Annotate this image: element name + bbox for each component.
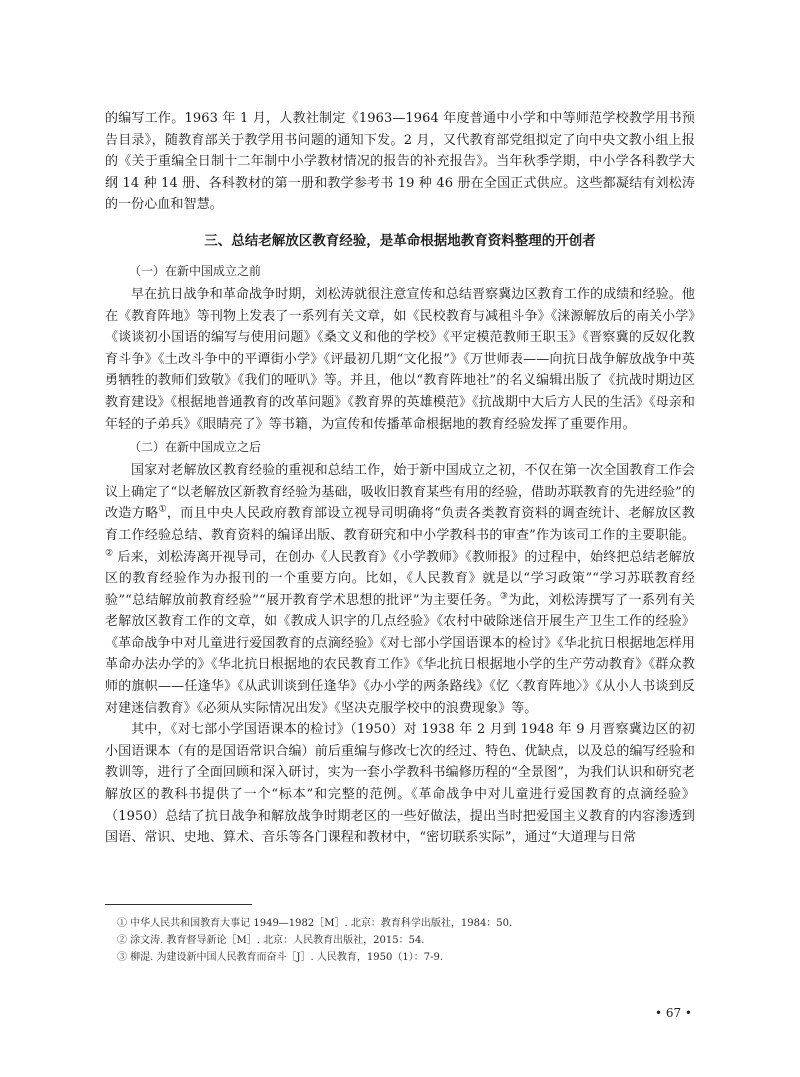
footnotes: [105, 915, 695, 966]
paragraph-textbook-review: 其中，《对七部小学国语课本的检讨》（1950）对 1938 年 2 月到 1948 年 9 月晋察冀边区的初小国语课本（有的是国语常识合编）前后重编与修改七次的经过、特色、优缺点，以及总的编写经验和教训等，进行了全面回顾和深入研讨，实为一套小学教科书编修历程的“全景图”，为我们认识和研究老解放区的教科书提供了一个“标本”和完整的范例。《革命战争中对儿童进行爱国教育的点滴经验》（1950）总结了抗日战争和解放战争时期老区的一些好做法，提出当时把爱国主义教育的内容渗透到国语、常识、史地、算术、音乐等各门课程和教材中，“密切联系实际”，通过“大道理与日常: [105, 722, 695, 846]
paragraph-text: ，而且中央人民政府教育部设立视导司明确将“负责各类教育资料的调查统计、老解放区教育工作经验总结、教育资料的编译出版、教育研究和中小学教科书的审查”作为该司工作的主要职能。: [105, 506, 695, 543]
footnote-2: ② 涂文涛. 教育督导新论［M］. 北京：人民教育出版社，2015：54.: [117, 935, 425, 946]
footnote-marker-2[interactable]: ②: [105, 548, 114, 559]
paragraph-text: 为此，刘松涛撰写了一系列有关老解放区教育工作的文章，如《教成人识字的几点经验》《农村中破除迷信开展生产卫生工作的经验》《革命战争中对儿童进行爱国教育的点滴经验》《对七部小学国语课本的检讨》《华北抗日根据地怎样用革命办法办学的》《华北抗日根据地的农民教育工作》《华北抗日根据地小学的生产劳动教育》《群众教师的旗帜——任逢华》《从武训谈到任逢华》《办小学的两条路线》《忆〈教育阵地〉》《从小人书谈到反对建迷信教育》《必须从实际情况出发》《坚决克服学校中的浪费现象》等。: [105, 592, 695, 716]
page-body: [105, 108, 695, 849]
subheading-before-1949: （一）在新中国成立之前: [129, 263, 262, 278]
footnote-3: ③ 柳湜. 为建设新中国人民教育而奋斗［J］. 人民教育，1950（1）：7-9.: [117, 952, 443, 963]
paragraph-national-effort: [105, 460, 695, 719]
paragraph-wartime-work: 早在抗日战争和革命战争时期，刘松涛就很注意宣传和总结晋察冀边区教育工作的成绩和经验。他在《教育阵地》等刊物上发表了一系列有关文章，如《民校教育与减租斗争》《涞源解放后的南关小学》《谈谈初小国语的编写与使用问题》《桑文义和他的学校》《平定模范教师王职玉》《晋察冀的反奴化教育斗争》《土改斗争中的平谭街小学》《评最初几期“文化报”》《万世师表——向抗日战争解放战争中英勇牺牲的教师们致敬》《我们的哑叭》等。并且，他以“教育阵地社”的名义编辑出版了《抗战时期边区教育建设》《根据地普通教育的改革问题》《教育界的英雄模范》《抗战期中大后方人民的生活》《母亲和年轻的子弟兵》《眼睛亮了》等书籍，为宣传和传播革命根据地的教育经验发挥了重要作用。: [105, 286, 695, 432]
footnote-marker-3[interactable]: ③: [499, 591, 509, 602]
footnote-1: ① 中华人民共和国教育大事记 1949—1982［M］. 北京：教育科学出版社，1984：50.: [117, 918, 513, 929]
paragraph-continued: 的编写工作。1963 年 1 月，人教社制定《1963—1964 年度普通中小学和中等师范学校教学用书预告目录》，随教育部关于教学用书问题的通知下发。2 月，又代教育部党组拟定了向中央文教小组上报的《关于重编全日制十二年制中小学教材情况的报告的补充报告》。当年秋季学期，中小学各科教学大纲 14 种 14 册、各科教材的第一册和教学参考书 19 种 46 册在全国正式供应。这些都凝结有刘松涛的一份心血和智慧。: [105, 111, 695, 213]
paragraph-text: 国家对老解放区教育经验的重视和总结工作，始于新中国成立之初，不仅在第一次全国教育工作会议上确定了“以老解放区新教育经验为基础，吸收旧教育某些有用的经验，借助苏联教育的先进经验”的改造方略: [105, 463, 695, 522]
footnote-divider: [105, 904, 252, 905]
footnote-marker-1[interactable]: ①: [158, 504, 167, 515]
paragraph-text: 后来，刘松涛离开视导司，在创办《人民教育》《小学教师》《教师报》的过程中，始终把总结老解放区的教育经验作为办报刊的一个重要方向。比如，《人民教育》就是以“学习政策”“学习苏联教育经验”“总结解放前教育经验”“展开教育学术思想的批评”为主要任务。: [105, 549, 696, 608]
section-heading: 三、总结老解放区教育经验，是革命根据地教育资料整理的开创者: [204, 232, 596, 249]
page-number: • 67 •: [654, 1006, 692, 1020]
subheading-after-1949: （二）在新中国成立之后: [129, 440, 262, 455]
